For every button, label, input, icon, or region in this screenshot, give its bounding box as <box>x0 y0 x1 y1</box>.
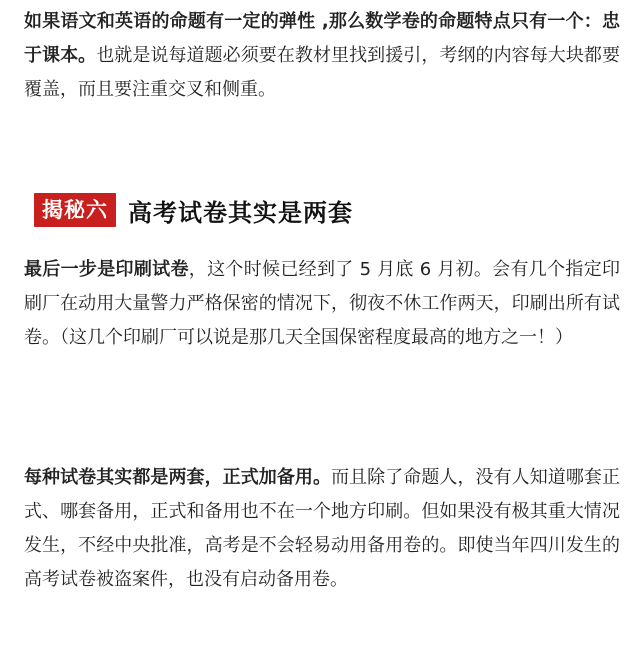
paragraph-body: 而且除了命题人，没有人知道哪套正式、哪套备用，正式和备用也不在一个地方印刷。但如果没有极其重大情况发生，不经中央批准，高考是不会轻易动用备用卷的。即使当年四川发生的高考试卷被盗案件，也没有启动备用卷。 <box>24 467 620 590</box>
paragraph-lead-bold: 如果语文和英语的命题有一定的弹性 ,那么数学卷的命题特点只有一个：忠于课本。 <box>24 11 620 66</box>
paragraph-lead-bold: 最后一步是印刷试卷 <box>24 259 189 280</box>
paragraph-math-exam <box>24 5 620 107</box>
paragraph-body: 也就是说每道题必须要在教材里找到援引，考纲的内容每大块都要覆盖，而且要注重交叉和侧重。 <box>24 45 620 100</box>
section-title: 高考试卷其实是两套 <box>128 197 353 227</box>
paragraph-printing <box>24 253 620 355</box>
section-heading <box>34 192 353 228</box>
section-badge: 揭秘六 <box>34 193 116 227</box>
paragraph-lead-bold: 每种试卷其实都是两套，正式加备用。 <box>24 467 332 488</box>
paragraph-backup-paper <box>24 461 620 597</box>
paragraph-body: ，这个时候已经到了 5 月底 6 月初。会有几个指定印刷厂在动用大量警力严格保密的情况下，彻夜不休工作两天，印刷出所有试卷。（这几个印刷厂可以说是那几天全国保密程度最高的地方之一！） <box>24 259 621 348</box>
